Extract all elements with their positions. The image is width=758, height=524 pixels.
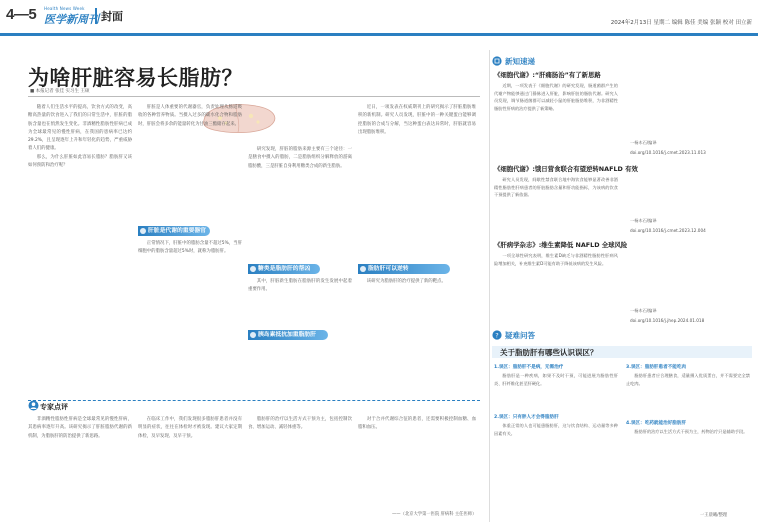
question-title-2: 2.误区：只有胖人才会得脂肪肝 [494, 415, 559, 420]
svg-text:?: ? [495, 331, 499, 340]
article-byline: ■ 本报记者 张佳 实习生 王硕 [30, 89, 90, 94]
subhead-2: 糖类是脂肪肝的帮凶 [248, 264, 320, 274]
article-column-3-top [248, 146, 352, 260]
subhead-3: 胰岛素抵抗加重脂肪肝 [248, 330, 328, 340]
qa-head-bar [492, 346, 752, 358]
paragraph: 近期，一项发表于《细胞代谢》的研究发现，肠道菌群产生的代谢产物能够通过门静脉进入肝脏，影响肝脏的脂肪代谢。研究人员发现，调节肠道菌群可以减轻小鼠的肝脏脂肪堆积，为非酒精性脂肪性肝病的治疗提供了新策略。 [494, 83, 618, 111]
subhead-4: 脂肪肝可以逆转 [358, 264, 450, 274]
paragraph: 非酒精性脂肪性肝病是全球最常见的慢性肝病，其患病率逐年升高。该研究揭示了肝脏脂肪代谢的新机制，为脂肪肝的防治提供了新思路。 [28, 417, 132, 439]
question-title-4: 4.误区：吃药就能治好脂肪肝 [626, 421, 687, 426]
subhead-1: 肝脏是代谢的重要器官 [138, 226, 210, 236]
paragraph: 研究发现，肝脏的脂肪来源主要有三个途径：一是膳食中摄入的脂肪，二是脂肪组织分解释放的游离脂肪酸，三是肝脏自身利用糖类合成的新生脂肪。 [248, 147, 352, 169]
expert-divider [28, 400, 480, 412]
paragraph: 正常情况下，肝脏中的脂肪含量不超过5%，当肝细胞中的脂肪含量超过5%时，就称为脂肪肝。 [138, 241, 242, 255]
news-item-title-3: 《肝病学杂志》:维生素降低 NAFLD 全球风险 [494, 241, 628, 249]
news-item-text-3 [494, 252, 618, 314]
paragraph: 在临床工作中，我们发现很多脂肪肝患者并没有明显的症状，往往在体检时才被发现。建议大家定期体检，及早发现、及早干预。 [138, 417, 242, 439]
page-number: 4—5 [6, 6, 37, 23]
title-divider [28, 96, 480, 97]
article-title: 为啥肝脏容易长脂肪？ [28, 66, 243, 90]
qa-section-title: 疑难问答 [505, 331, 535, 340]
expert-column-1 [28, 416, 132, 520]
paragraph: 脂肪肝是一种疾病，如果不及时干预，可能进展为脂肪性肝炎、肝纤维化甚至肝硬化。 [494, 373, 618, 386]
paragraph: 对于合并代谢综合征的患者，还需要积极控制血糖、血脂和血压。 [358, 417, 476, 431]
article-column-3-mid [248, 278, 352, 326]
page-header [0, 0, 758, 36]
news-item-text-1a [494, 82, 618, 148]
qa-signature: 一王晨曦/整理 [700, 513, 728, 518]
paragraph: 肝脏是人体重要的代谢器官，负责处理从肠道吸收的各种营养物质。当摄入过多的碳水化合物和脂肪时，肝脏会将多余的能量转化为甘油三酯储存起来。 [138, 105, 242, 127]
expert-badge-icon [28, 400, 39, 411]
section-name: 封面 [95, 8, 123, 24]
paragraph: 其中，肝脏新生脂肪在脂肪肝的发生发展中起着重要作用。 [248, 279, 352, 293]
question-text-3 [626, 372, 750, 418]
logo-small-text: Health News Week [44, 6, 85, 11]
expert-column-2 [138, 416, 242, 520]
paragraph: 体重正常的人也可能患脂肪肝，这与饮食结构、运动量等多种因素有关。 [494, 423, 618, 436]
news-item-title-1: 《细胞代谢》:“肝痛肠治”有了新思路 [494, 71, 601, 79]
paragraph: 研究人员发现，间歇性禁食联合地中海饮食能够显著改善非酒精性脂肪性肝病患者的肝脏脂肪含量和肝功能指标，为该病的饮食干预提供了新依据。 [494, 177, 618, 198]
article-column-2-bottom [138, 240, 242, 394]
paragraph: 该研究为脂肪肝的治疗提供了新的靶点。 [366, 279, 446, 284]
news-badge-icon [492, 56, 502, 66]
paragraph: 脂肪肝的治疗以生活方式干预为主，包括控制饮食、增加运动、减轻体重等。 [248, 417, 352, 431]
qa-head-title: 关于脂肪肝有哪些认识误区？ [500, 348, 598, 357]
question-text-2 [494, 422, 618, 512]
expert-column-4 [358, 416, 476, 510]
question-text-4 [626, 428, 750, 510]
new-knowledge-title: 新知速递 [505, 57, 535, 66]
paragraph: 脂肪肝患者应合理膳食，适量摄入优质蛋白，并不需要完全禁止吃肉。 [626, 373, 750, 386]
news-item-doi-1: doi.org/10.1016/j.cmet.2023.11.013 [630, 150, 706, 155]
newspaper-logo [44, 6, 99, 28]
article-column-2-top [138, 104, 242, 222]
news-item-sign-3: 一杨木石/编译 [630, 308, 657, 313]
article-column-1 [28, 104, 132, 394]
qa-badge-icon [492, 330, 502, 340]
paragraph: 近日，一项发表在权威期刊上的研究揭示了肝脏脂肪堆积的新机制。研究人员发现，肝脏中的一种关键蛋白能够调控脂肪的合成与分解，当这种蛋白表达异常时，肝脏就容易出现脂肪堆积。 [358, 105, 476, 135]
expert-section-title: 专家点评 [40, 403, 68, 411]
question-text-1 [494, 372, 618, 410]
paragraph: 那么，为什么肝脏如此容易长脂肪？脂肪肝又该如何预防和治疗呢？ [28, 154, 132, 169]
expert-signature: ——（北京大学第一医院 肝病科 主任医师） [392, 512, 477, 517]
paragraph: 一项全球性研究表明，维生素D缺乏与非酒精性脂肪性肝病风险增加相关，补充维生素D可能有助于降低该病的发生风险。 [494, 253, 618, 266]
question-title-3: 3.误区：脂肪肝患者不能吃肉 [626, 365, 687, 370]
news-item-sign-1: 一杨木石/编译 [630, 140, 657, 145]
news-item-sign-2: 一杨木石/编译 [630, 218, 657, 223]
news-item-text-2 [494, 176, 618, 222]
paragraph: 脂肪肝的治疗以生活方式干预为主，药物治疗只是辅助手段。 [634, 429, 748, 434]
news-item-doi-3: doi.org/10.1016/j.jhep.2024.01.018 [630, 318, 705, 323]
news-item-doi-2: doi.org/10.1016/j.cmet.2023.12.004 [630, 228, 706, 233]
date-line: 2024年2月13日 星期二 编辑 陈佳 美编 张颖 校对 田立新 [610, 20, 752, 26]
paragraph: 随着人们生活水平的提高，饮食方式的改变，高糖高热量的饮食进入了我们的日常生活中，肝脏的脂肪含量也在悄然发生变化。非酒精性脂肪性肝病已成为全球最常见的慢性肝病，在我国的患病率已达约29.2%，且呈现逐年上升和年轻化的趋势，严重威胁着人们的健康。 [28, 105, 132, 152]
question-title-1: 1.误区：脂肪肝不是病，无需治疗 [494, 365, 564, 370]
logo-big-text: 医学新周刊 [44, 13, 99, 26]
article-column-4-bottom [358, 278, 476, 394]
article-column-4-top [358, 104, 476, 260]
expert-column-3 [248, 416, 352, 520]
news-item-title-2: 《细胞代谢》:饿日营食联合有望逆转NAFLD 有效 [494, 165, 638, 173]
